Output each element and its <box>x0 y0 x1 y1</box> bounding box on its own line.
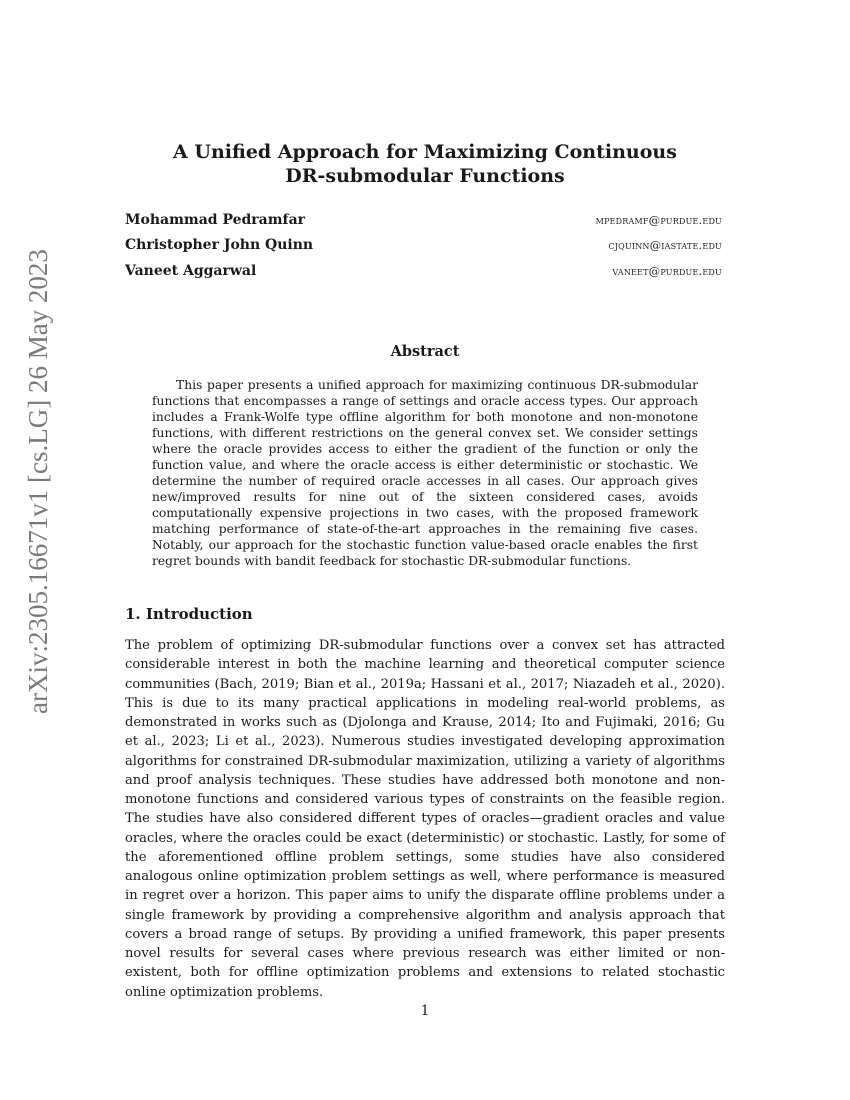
section-heading-introduction: 1. Introduction <box>125 605 253 623</box>
author-email[interactable]: mpedramf@purdue.edu <box>595 213 722 227</box>
author-email[interactable]: vaneet@purdue.edu <box>612 264 722 278</box>
author-name: Christopher John Quinn <box>125 237 314 253</box>
author-email[interactable]: cjquinn@iastate.edu <box>608 238 722 252</box>
introduction-body: The problem of optimizing DR-submodular functions over a convex set has attracted considerable interest in both the machine learning and theoretical computer science communities (Bach, 2019; Bian et al., 2019a; Hassani et al., 2017; Niazadeh et al., 2020). This is due to its many practical applications in modeling real-world problems, as demonstrated in works such as (Djolonga and Krause, 2014; Ito and Fujimaki, 2016; Gu et al., 2023; Li et al., 2023). Numerous studies investigated developing approximation algorithms for constrained DR-submodular maximization, utilizing a variety of algorithms and proof analysis techniques. These studies have addressed both monotone and non-monotone functions and considered various types of constraints on the feasible region. The studies have also considered different types of oracles—gradient oracles and value oracles, where the oracles could be exact (deterministic) or stochastic. Lastly, for some of the aforementioned offline problem settings, some studies have also considered analogous online optimization problem settings as well, where performance is measured in regret over a horizon. This paper aims to unify the disparate offline problems under a single framework by providing a comprehensive algorithm and analysis approach that covers a broad range of setups. By providing a unified framework, this paper presents novel results for several cases where previous research was either limited or non-existent, both for offline optimization problems and extensions to related stochastic online optimization problems. <box>125 638 725 1000</box>
arxiv-identifier-stamp: arXiv:2305.16671v1 [cs.LG] 26 May 2023 <box>23 249 53 714</box>
author-row <box>125 235 722 255</box>
author-name: Vaneet Aggarwal <box>125 263 257 279</box>
author-row <box>125 210 722 230</box>
paper-title-line-1: A Unified Approach for Maximizing Continuous <box>173 141 677 163</box>
paper-title <box>125 140 725 188</box>
page-number: 1 <box>420 1003 430 1019</box>
abstract-heading: Abstract <box>390 343 460 360</box>
author-name: Mohammad Pedramfar <box>125 212 306 228</box>
author-row <box>125 261 722 281</box>
abstract-body: This paper presents a unified approach for maximizing continuous DR-submodular functions that encompasses a range of settings and oracle access types. Our approach includes a Frank-Wolfe type offline algorithm for both monotone and non-monotone functions, with different restrictions on the general convex set. We consider settings where the oracle provides access to either the gradient of the function or only the function value, and where the oracle access is either deterministic or stochastic. We determine the number of required oracle accesses in all cases. Our approach gives new/improved results for nine out of the sixteen considered cases, avoids computationally expensive projections in two cases, with the proposed framework matching performance of state-of-the-art approaches in the remaining five cases. Notably, our approach for the stochastic function value-based oracle enables the first regret bounds with bandit feedback for stochastic DR-submodular functions. <box>152 378 698 568</box>
paper-title-line-2: DR-submodular Functions <box>285 165 565 187</box>
